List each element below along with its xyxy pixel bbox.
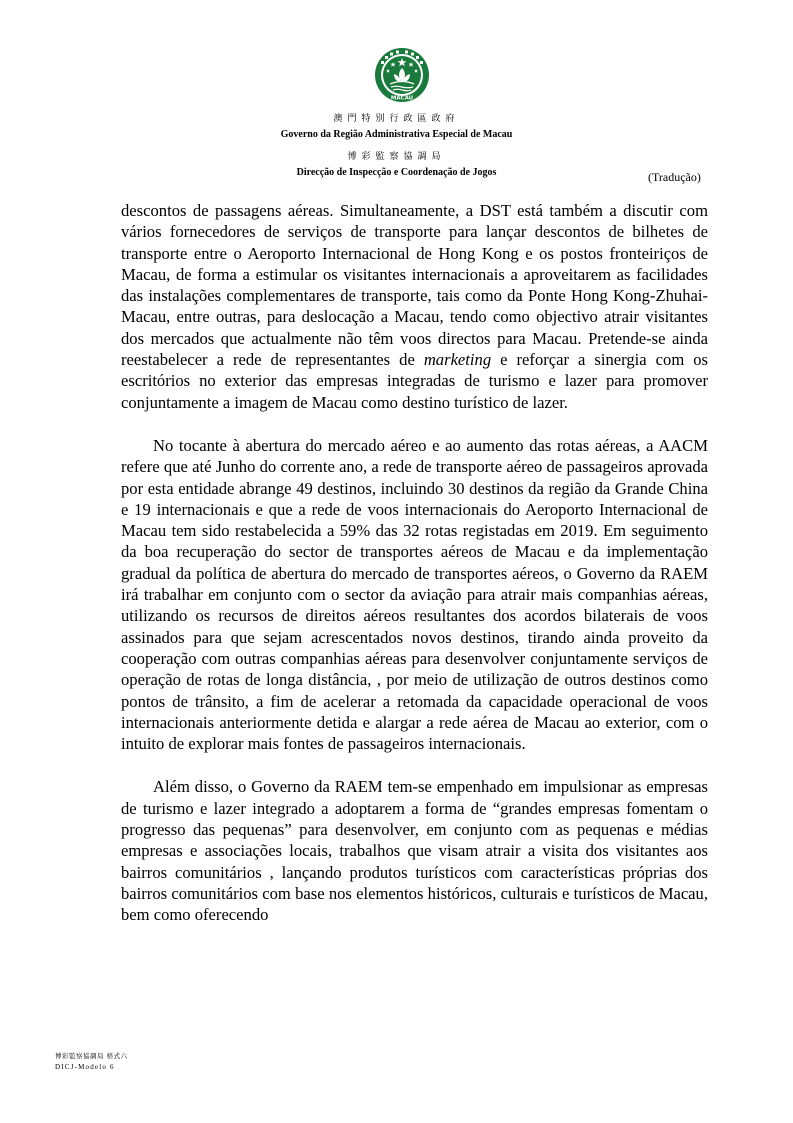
paragraph-1-text-a: descontos de passagens aéreas. Simultaneamente, a DST está também a discutir com vários fornecedores de serviços de transporte para lançar descontos de bilhetes de transporte entre o Aeroporto Internacional de Hong Kong e os postos fronteiriços de Macau, de forma a estimular os visitantes internacionais a aproveitarem as facilidades das instalações complementares de transporte, tais como da Ponte Hong Kong-Zhuhai-Macau, entre outras, para deslocação a Macau, tendo como objectivo atrair visitantes dos mercados que actualmente não têm voos directos para Macau. Pretende-se ainda reestabelecer a rede de representantes de (121, 201, 708, 370)
department-name-chinese: 博彩監察協調局 (347, 152, 446, 162)
paragraph-2: No tocante à abertura do mercado aéreo e ao aumento das rotas aéreas, a AACM refere que até Junho do corrente ano, a rede de transporte aéreo de passageiros aprovada por esta entidade abrange 49 destinos, incluindo 30 destinos da região da Grande China e 19 internacionais e que a rede de voos internacionais do Aeroporto Internacional de Macau tem sido restabelecida a 59% das 32 rotas registadas em 2019. Em seguimento da boa recuperação do sector de transportes aéreos de Macau e da implementação gradual da política de abertura do mercado de transportes aéreos, o Governo da RAEM irá trabalhar em conjunto com o sector da aviação para atrair mais companhias aéreas, utilizando os recursos de direitos aéreos resultantes dos acordos bilaterais de voos assinados para que sejam acrescentados novos destinos, tirando ainda proveito da cooperação com outras companhias aéreas para desenvolver conjuntamente serviços de operação de rotas de longa distância, , por meio de utilização de outros destinos como pontos de trânsito, a fim de acelerar a retomada da capacidade operacional de voos internacionais anteriormente detida e alargar a rede aérea de Macau ao exterior, com o intuito de explorar mais fontes de passageiros internacionais. (121, 435, 708, 754)
paragraph-1 (121, 200, 708, 413)
emblem-text: MACAU (390, 95, 414, 102)
form-footer (55, 1051, 128, 1073)
government-name-chinese: 澳門特別行政區政府 (333, 114, 460, 124)
paragraph-1-text-b: e reforçar a sinergia com os escritórios no exterior das empresas integradas de turismo e lazer para promover conjuntamente a imagem de Macau como destino turístico de lazer. (121, 350, 708, 412)
form-code-portuguese: DICJ-Modelo 6 (55, 1063, 115, 1071)
form-code-chinese: 博彩監察協調局 格式六 (55, 1052, 128, 1060)
paragraph-1-italic-term: marketing (423, 350, 492, 370)
department-name-portuguese: Direcção de Inspecção e Coordenação de Jogos (296, 167, 497, 178)
macau-emblem-icon (372, 47, 432, 103)
letterhead (0, 0, 793, 190)
government-name-portuguese: Governo da Região Administrativa Especial de Macau (280, 129, 513, 140)
document-body (121, 200, 708, 948)
paragraph-3: Além disso, o Governo da RAEM tem-se empenhado em impulsionar as empresas de turismo e lazer integrado a adoptarem a forma de “grandes empresas fomentam o progresso das pequenas” para desenvolver, em conjunto com as pequenas e médias empresas e associações locais, trabalhos que visam atrair a visita dos visitantes aos bairros comunitários , lançando produtos turísticos com características próprias dos bairros comunitários com base nos elementos históricos, culturais e turísticos de Macau, bem como oferecendo (121, 777, 708, 925)
translation-note: (Tradução) (648, 170, 701, 184)
